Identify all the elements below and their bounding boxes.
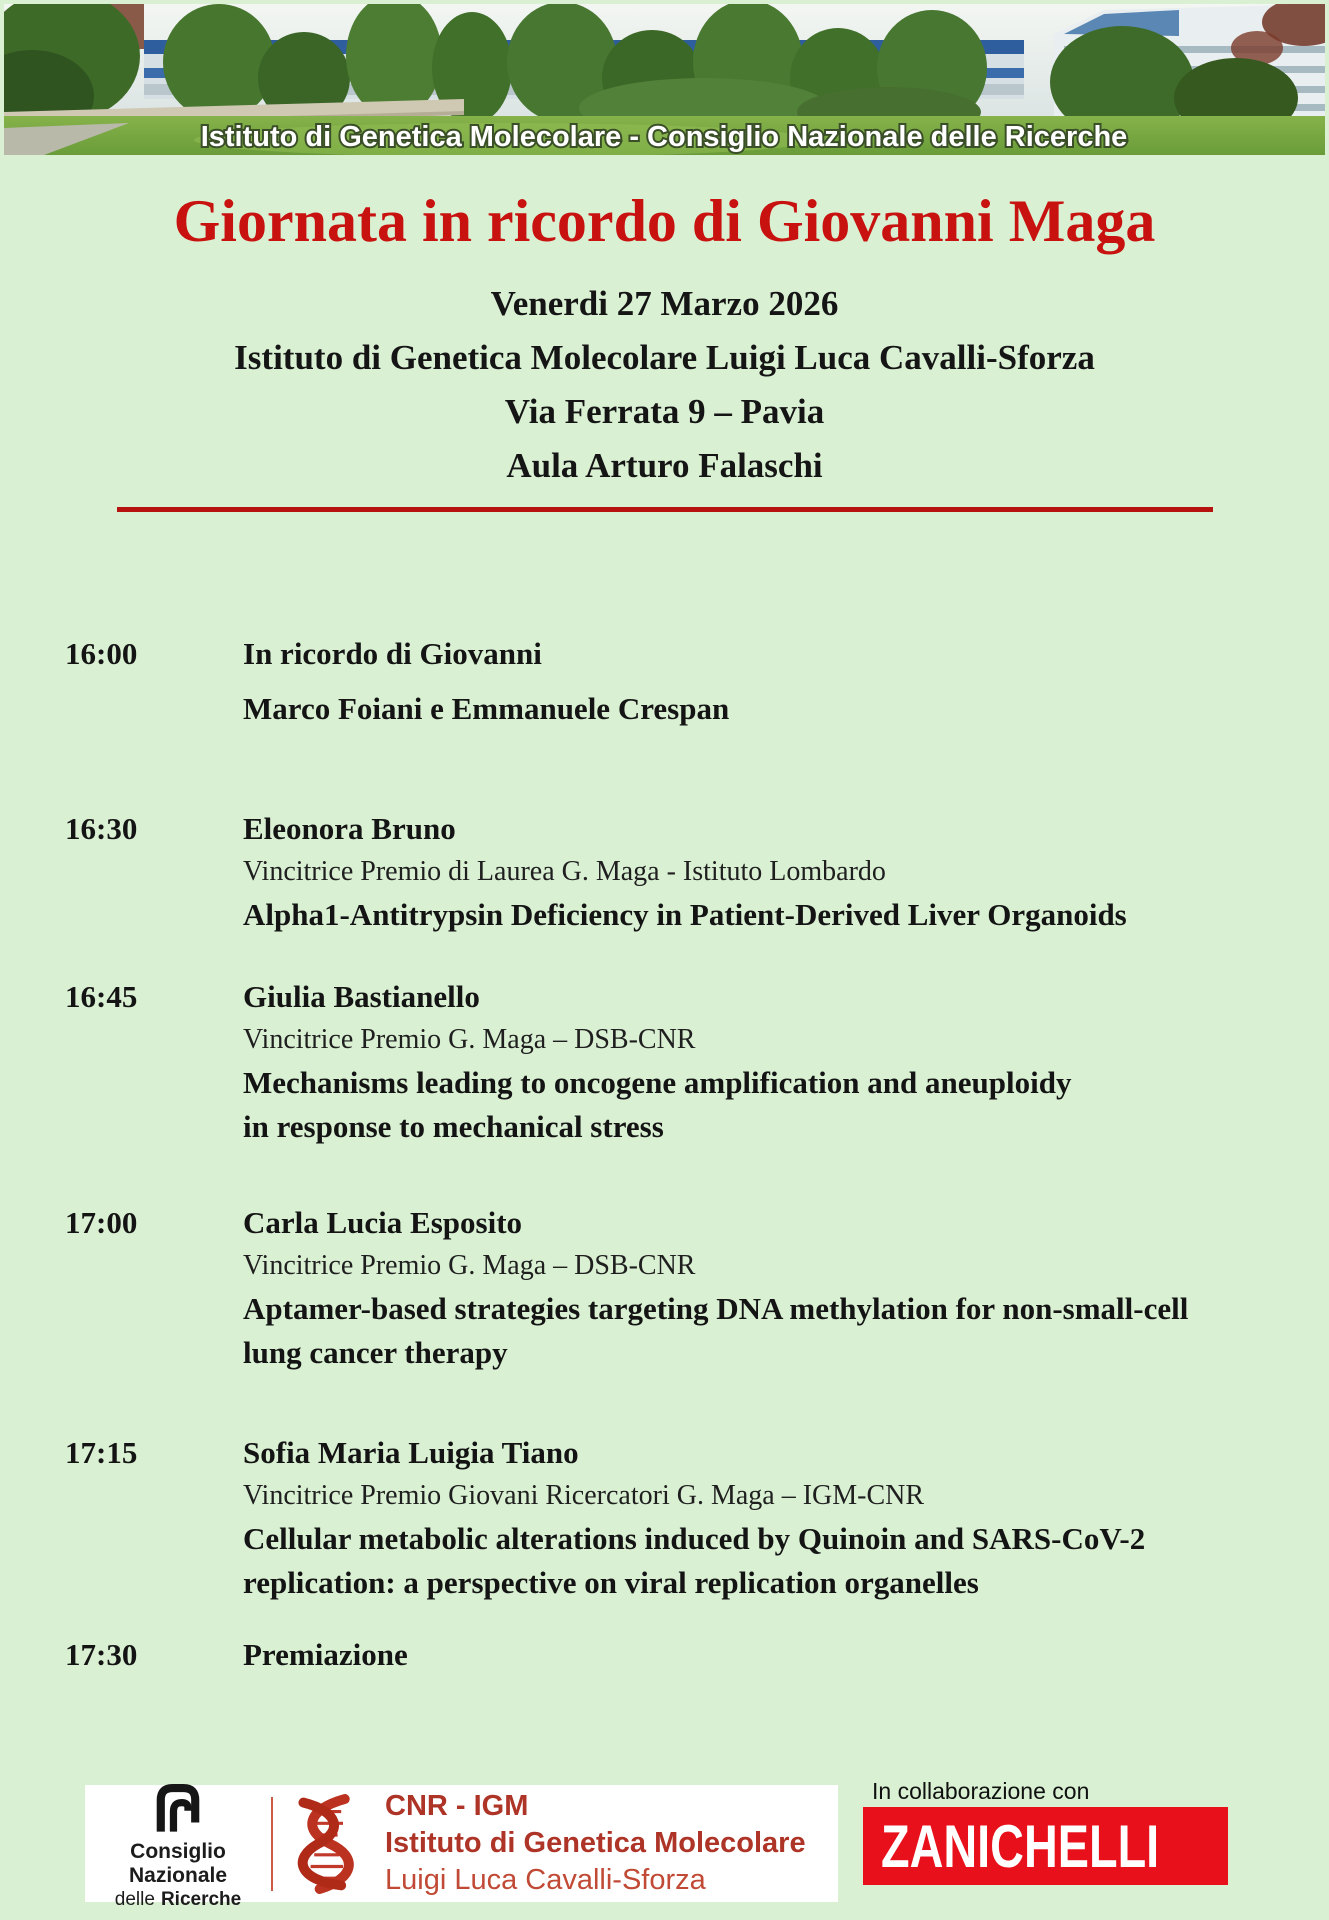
entry-body <box>243 807 1289 937</box>
zanichelli-wordmark: ZANICHELLI <box>881 1812 1160 1880</box>
entry-body <box>243 1201 1289 1375</box>
cnr-name-line2-prefix: delle <box>114 1888 155 1910</box>
entry-time: 17:15 <box>65 1435 138 1470</box>
institute-photo-banner <box>4 4 1325 155</box>
igm-institute-subname: Luigi Luca Cavalli-Sforza <box>385 1864 706 1896</box>
entry-body <box>243 1633 1289 1677</box>
igm-institute-name: Istituto di Genetica Molecolare <box>385 1827 806 1859</box>
entry-title: In ricordo di Giovanni <box>243 636 542 671</box>
cnr-logo-block <box>85 1777 271 1911</box>
entry-speaker: Carla Lucia Esposito <box>243 1205 523 1240</box>
entry-talk-title-line2: replication: a perspective on viral replication organelles <box>243 1565 979 1600</box>
cnr-logo-icon <box>149 1779 207 1837</box>
cnr-name-line1: Consiglio Nazionale <box>128 1839 228 1887</box>
event-venue: Istituto di Genetica Molecolare Luigi Luca Cavalli-Sforza <box>234 338 1095 377</box>
banner-caption: Istituto di Genetica Molecolare - Consiglio Nazionale delle Ricerche <box>200 121 1128 153</box>
entry-speaker: Giulia Bastianello <box>243 979 480 1014</box>
red-divider-rule <box>117 507 1213 512</box>
entry-speaker: Eleonora Bruno <box>243 811 456 846</box>
entry-award: Vincitrice Premio G. Maga – DSB-CNR <box>243 1250 696 1281</box>
igm-acronym: CNR - IGM <box>385 1790 529 1822</box>
entry-body <box>243 632 1289 731</box>
schedule-entry <box>65 632 1289 731</box>
zanichelli-logo <box>863 1807 1228 1885</box>
entry-talk-title: Cellular metabolic alterations induced by Quinoin and SARS-CoV-2 <box>243 1521 1146 1556</box>
logo-divider <box>271 1797 273 1891</box>
entry-body <box>243 1431 1289 1605</box>
entry-talk-title-line2: in response to mechanical stress <box>243 1109 664 1144</box>
institute-photo <box>4 4 1325 155</box>
entry-time: 17:00 <box>65 1205 138 1240</box>
cnr-name-line2 <box>85 1888 271 1911</box>
event-room: Aula Arturo Falaschi <box>506 446 823 485</box>
schedule-entry <box>65 1633 1289 1677</box>
entry-talk-title: Alpha1-Antitrypsin Deficiency in Patient-Derived Liver Organoids <box>243 897 1127 932</box>
schedule <box>0 632 1329 1677</box>
cnr-name-line2-bold: Ricerche <box>160 1888 242 1910</box>
entry-time: 16:00 <box>65 636 138 671</box>
event-date: Venerdi 27 Marzo 2026 <box>490 284 839 323</box>
entry-time: 16:30 <box>65 811 138 846</box>
organizer-logos-panel <box>85 1785 838 1910</box>
event-info <box>0 277 1329 493</box>
entry-title: Premiazione <box>243 1637 408 1672</box>
entry-time: 17:30 <box>65 1637 138 1672</box>
entry-talk-title-line2: lung cancer therapy <box>243 1335 508 1370</box>
schedule-entry <box>65 975 1289 1149</box>
page-title: Giornata in ricordo di Giovanni Maga <box>173 188 1156 254</box>
entry-time: 16:45 <box>65 979 138 1014</box>
schedule-entry <box>65 807 1289 937</box>
entry-speaker: Sofia Maria Luigia Tiano <box>243 1435 579 1470</box>
entry-body <box>243 975 1289 1149</box>
schedule-entry <box>65 1431 1289 1605</box>
entry-talk-title: Aptamer-based strategies targeting DNA methylation for non-small-cell <box>243 1291 1189 1326</box>
dna-helix-icon <box>289 1792 361 1896</box>
entry-speakers: Marco Foiani e Emmanuele Crespan <box>243 691 730 726</box>
event-address: Via Ferrata 9 – Pavia <box>504 392 825 431</box>
collaboration-label: In collaborazione con <box>872 1778 1090 1804</box>
entry-award: Vincitrice Premio G. Maga – DSB-CNR <box>243 1024 696 1055</box>
entry-award: Vincitrice Premio di Laurea G. Maga - Istituto Lombardo <box>243 856 886 887</box>
igm-logo-text <box>385 1788 806 1899</box>
entry-talk-title: Mechanisms leading to oncogene amplification and aneuploidy <box>243 1065 1072 1100</box>
schedule-entry <box>65 1201 1289 1375</box>
entry-award: Vincitrice Premio Giovani Ricercatori G. Maga – IGM-CNR <box>243 1480 925 1511</box>
